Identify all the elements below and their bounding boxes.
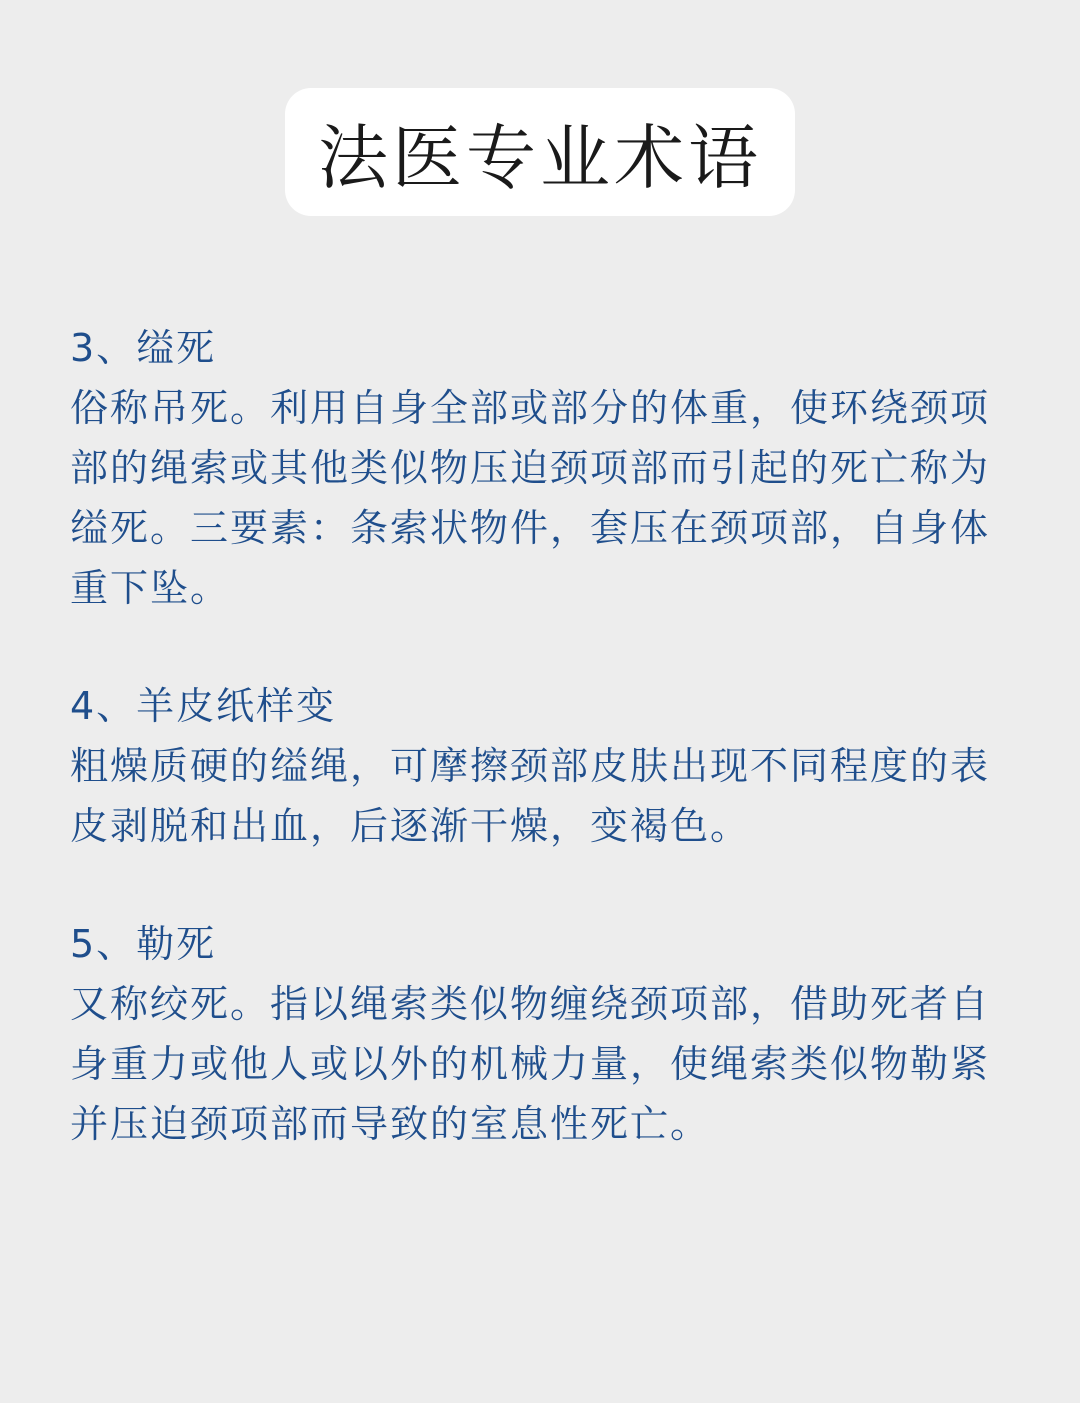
- term-definition: 俗称吊死。利用自身全部或部分的体重，使环绕颈项部的绳索或其他类似物压迫颈项部而引起的死亡称为缢死。三要素：条索状物件，套压在颈项部，自身体重下坠。: [70, 386, 991, 610]
- term-definition: 又称绞死。指以绳索类似物缠绕颈项部，借助死者自身重力或他人或以外的机械力量，使绳索类似物勒紧并压迫颈项部而导致的室息性死亡。: [70, 982, 991, 1146]
- term-heading: 4、羊皮纸样变: [70, 684, 337, 728]
- term-list: [70, 318, 1010, 1154]
- term-section-parchment-change: [70, 676, 1010, 856]
- term-heading: 5、勒死: [70, 922, 217, 966]
- page-title: 法医专业术语: [318, 116, 762, 199]
- term-definition: 粗燥质硬的缢绳，可摩擦颈部皮肤出现不同程度的表皮剥脱和出血，后逐渐干燥，变褐色。: [70, 744, 991, 848]
- title-card: [285, 88, 795, 216]
- term-section-hanging: [70, 318, 1010, 618]
- term-heading: 3、缢死: [70, 326, 217, 370]
- term-section-strangulation: [70, 914, 1010, 1154]
